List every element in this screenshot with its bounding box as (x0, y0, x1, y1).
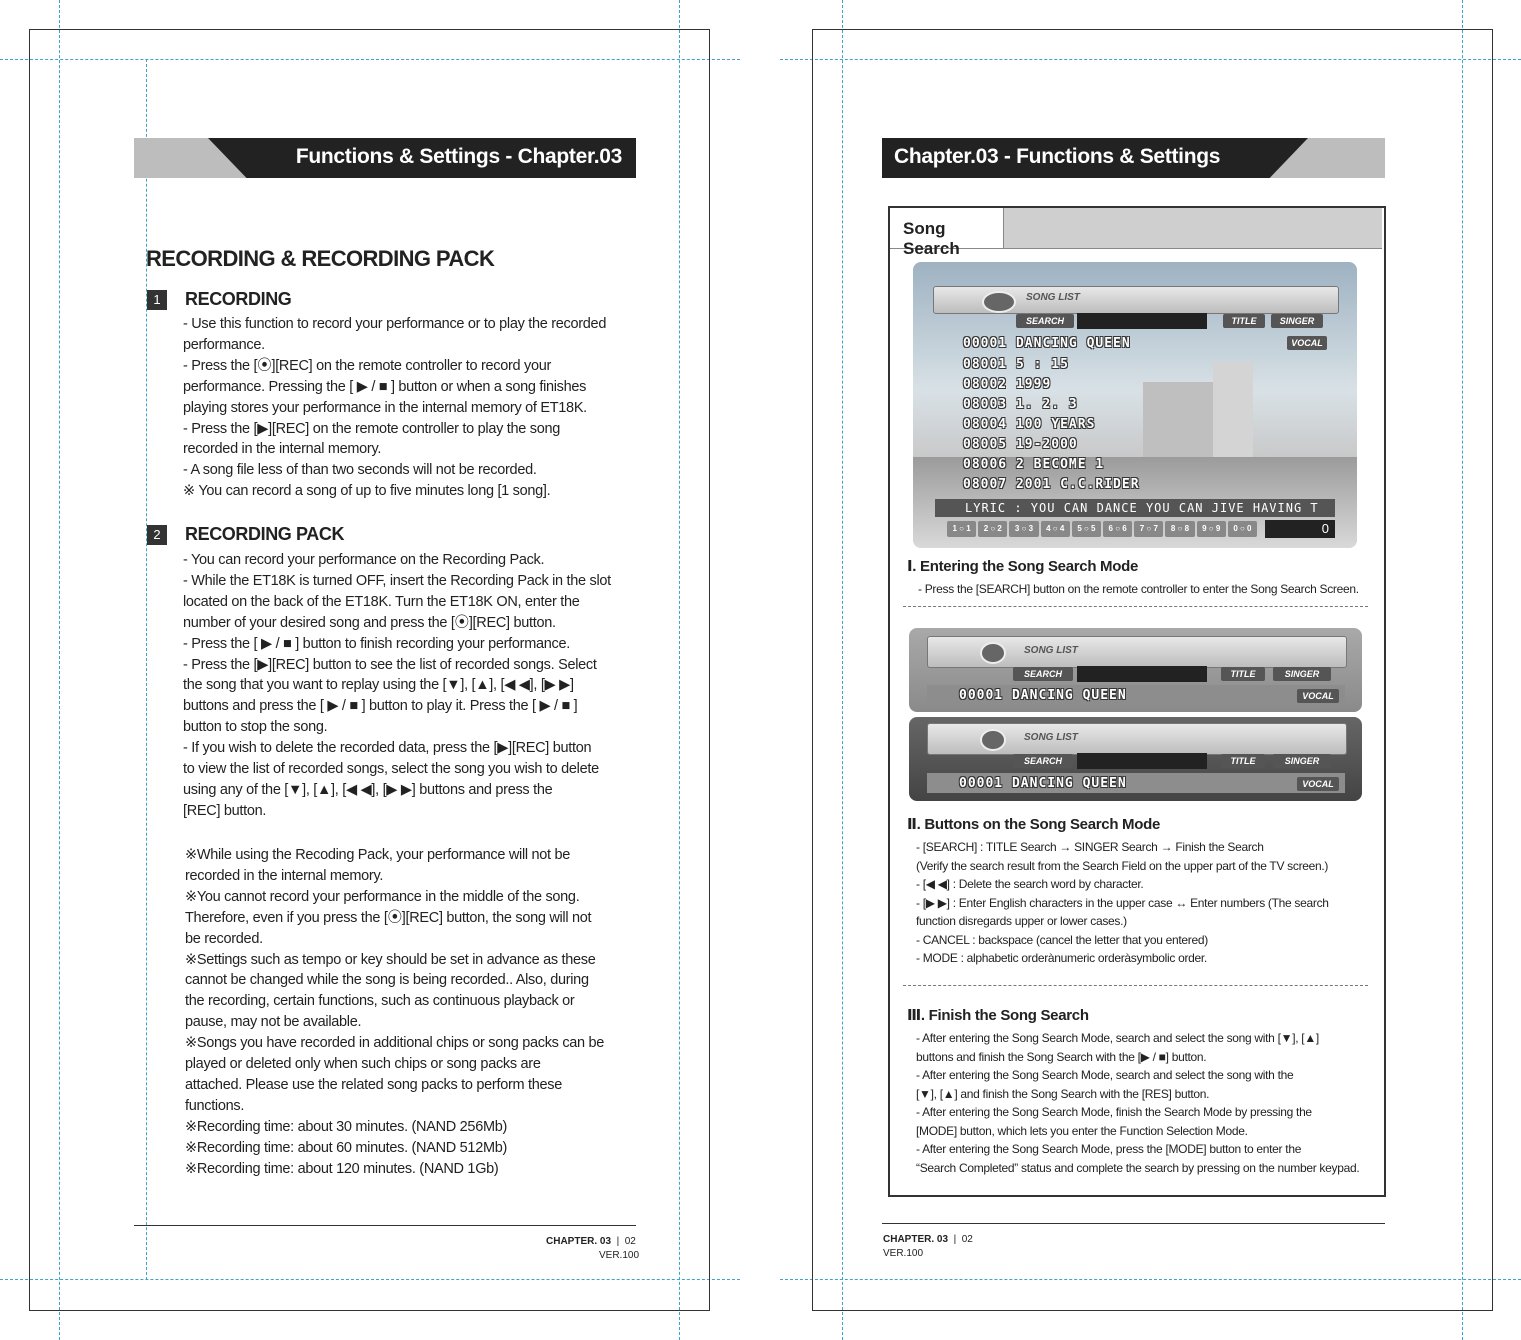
text-line: using any of the [▼], [▲], [◀ ◀], [▶ ▶] buttons and press the (183, 781, 553, 798)
text-line: - Press the [ ▶ / ■ ] button to finish recording your performance. (183, 635, 570, 652)
note-line: recorded in the internal memory. (185, 867, 384, 884)
note-line: ※Songs you have recorded in additional chips or song packs can be (185, 1035, 605, 1052)
text-line: - [SEARCH] : TITLE Search → SINGER Search → Finish the Search (916, 840, 1264, 854)
divider (903, 985, 1368, 986)
song-row: 08007 2001 C.C.RIDER (963, 477, 1140, 492)
disc-icon (982, 291, 1016, 313)
text-line: - After entering the Song Search Mode, search and select the song with [▼], [▲] (916, 1031, 1319, 1045)
text-line: - While the ET18K is turned OFF, insert the Recording Pack in the slot (183, 572, 611, 589)
note-line: played or deleted only when such chips or song packs are (185, 1056, 541, 1073)
text-line: buttons and finish the Song Search with the [▶ / ■] button. (916, 1049, 1207, 1064)
note-line: ※Recording time: about 30 minutes. (NAND 256Mb) (185, 1118, 508, 1135)
section-heading: Ⅲ. Finish the Song Search (907, 1007, 1089, 1024)
note-line: the recording, certain functions, such as continuous playback or (185, 993, 575, 1010)
text-line: buttons and press the [ ▶ / ■ ] button to play it. Press the [ ▶ / ■ ] (183, 698, 578, 715)
section-number-badge: 1 (147, 290, 167, 310)
text-line: recorded in the internal memory. (183, 441, 382, 458)
vocal-button: VOCAL (1297, 777, 1339, 791)
search-screenshot-2 (909, 717, 1362, 801)
text-line: performance. Pressing the [ ▶ / ■ ] button or when a song finishes (183, 378, 587, 395)
tab-song-search: Song Search (890, 208, 1004, 248)
section-heading: RECORDING PACK (185, 524, 345, 544)
key-8: 8 ○ 8 (1165, 521, 1194, 537)
building-shape (1213, 362, 1253, 472)
note-line: ※Recording time: about 120 minutes. (NAND 1Gb) (185, 1160, 499, 1177)
search-label: SEARCH (1016, 314, 1074, 328)
search-screenshot-1 (909, 628, 1362, 712)
section-heading: RECORDING (185, 289, 292, 309)
text-line: button to stop the song. (183, 719, 328, 736)
song-row: 00001 DANCING QUEEN (959, 688, 1127, 703)
footer-rule (134, 1225, 636, 1226)
song-row: 00001 DANCING QUEEN (963, 336, 1131, 351)
divider (903, 606, 1368, 607)
singer-button: SINGER (1273, 667, 1331, 681)
singer-button: SINGER (1273, 754, 1331, 768)
note-line: cannot be changed while the song is being recorded.. Also, during (185, 972, 589, 989)
section-body (916, 1029, 1359, 1177)
text-line: - Press the [SEARCH] button on the remote controller to enter the Song Search Screen. (918, 582, 1359, 596)
chapter-header-title: Chapter.03 - Functions & Settings (894, 145, 1221, 168)
song-row: 08001 5 : 15 (963, 357, 1069, 372)
note-line: functions. (185, 1097, 245, 1114)
section-number-badge: 2 (147, 525, 167, 545)
search-label: SEARCH (1013, 667, 1073, 681)
text-line: (Verify the search result from the Search Field on the upper part of the TV screen.) (916, 858, 1329, 873)
text-line: performance. (183, 336, 265, 353)
text-line: [MODE] button, which lets you enter the Function Selection Mode. (916, 1123, 1248, 1138)
song-row: 08002 1999 (963, 377, 1052, 392)
song-list-title: SONG LIST (1024, 732, 1078, 743)
section-body (183, 550, 611, 822)
section-body (918, 580, 1359, 599)
key-7: 7 ○ 7 (1134, 521, 1163, 537)
chapter-header-title: Functions & Settings - Chapter.03 (295, 145, 622, 168)
number-keypad (947, 521, 1257, 537)
song-list-header (933, 286, 1339, 314)
title-button: TITLE (1223, 314, 1265, 328)
section-body (916, 838, 1329, 968)
text-line: - A song file less of than two seconds will not be recorded. (183, 462, 537, 479)
footer-version: VER.100 (883, 1248, 924, 1259)
search-field (1077, 666, 1207, 682)
footer-chapter: CHAPTER. 03 | 02 (883, 1234, 973, 1245)
key-1: 1 ○ 1 (947, 521, 976, 537)
text-line: [REC] button. (183, 802, 267, 819)
key-9: 9 ○ 9 (1197, 521, 1226, 537)
song-row: 00001 DANCING QUEEN (959, 776, 1127, 791)
text-line: the song that you want to replay using the [▼], [▲], [◀ ◀], [▶ ▶] (183, 677, 574, 694)
vocal-button: VOCAL (1287, 336, 1327, 350)
key-3: 3 ○ 3 (1009, 521, 1038, 537)
search-label: SEARCH (1013, 754, 1073, 768)
search-field (1077, 753, 1207, 769)
song-row: 08003 1. 2. 3 (963, 397, 1078, 412)
text-line: - Use this function to record your performance or to play the recorded (183, 316, 607, 332)
text-line: - After entering the Song Search Mode, search and select the song with the (916, 1068, 1294, 1082)
text-line: - You can record your performance on the Recording Pack. (183, 552, 545, 568)
text-line: - Press the [▶][REC] on the remote controller to play the song (183, 420, 560, 437)
note-line: ※Recording time: about 60 minutes. (NAND 512Mb) (185, 1139, 508, 1156)
note-line: ※Settings such as tempo or key should be set in advance as these (185, 951, 596, 968)
vocal-button: VOCAL (1297, 689, 1339, 703)
key-6: 6 ○ 6 (1103, 521, 1132, 537)
note-line: pause, may not be available. (185, 1014, 362, 1031)
text-line: - Press the [▶][REC] button to see the list of recorded songs. Select (183, 656, 597, 673)
section-body (183, 314, 606, 502)
song-list-header (927, 723, 1347, 755)
title-button: TITLE (1221, 754, 1265, 768)
note-line: attached. Please use the related song packs to perform these (185, 1076, 562, 1093)
key-4: 4 ○ 4 (1041, 521, 1070, 537)
key-0: 0 ○ 0 (1228, 521, 1257, 537)
disc-icon (980, 642, 1006, 664)
title-button: TITLE (1221, 667, 1265, 681)
text-line: [▼], [▲] and finish the Song Search with the [RES] button. (916, 1086, 1210, 1101)
search-field (1077, 313, 1207, 329)
text-line: located on the back of the ET18K. Turn the ET18K ON, enter the (183, 593, 580, 610)
lyric-bar: LYRIC : YOU CAN DANCE YOU CAN JIVE HAVING T (935, 499, 1335, 517)
key-5: 5 ○ 5 (1072, 521, 1101, 537)
footer-rule (882, 1223, 1385, 1224)
counter-display: 0 (1265, 520, 1335, 538)
note-line: Therefore, even if you press the [⦿][REC] button, the song will not (185, 909, 592, 926)
footer-version: VER.100 (599, 1250, 640, 1261)
chapter-header-bar (134, 138, 636, 178)
song-row: 08006 2 BECOME 1 (963, 457, 1105, 472)
text-line: ※ You can record a song of up to five minutes long [1 song]. (183, 483, 551, 500)
text-line: - If you wish to delete the recorded data, press the [▶][REC] button (183, 740, 592, 757)
note-line: ※You cannot record your performance in the middle of the song. (185, 888, 580, 905)
section-heading: Ⅱ. Buttons on the Song Search Mode (907, 816, 1161, 833)
chapter-header-bar (882, 138, 1385, 178)
song-list-header (927, 636, 1347, 668)
text-line: “Search Completed” status and complete the search by pressing on the number keypad. (916, 1160, 1360, 1175)
text-line: number of your desired song and press the [⦿][REC] button. (183, 614, 556, 631)
key-2: 2 ○ 2 (978, 521, 1007, 537)
text-line: - Press the [⦿][REC] on the remote controller to record your (183, 357, 552, 374)
text-line: - CANCEL : backspace (cancel the letter that you entered) (916, 932, 1208, 947)
text-line: - MODE : alphabetic orderànumeric orderàsymbolic order. (916, 951, 1207, 965)
text-line: - After entering the Song Search Mode, finish the Search Mode by pressing the (916, 1105, 1312, 1119)
text-line: to view the list of recorded songs, select the song you wish to delete (183, 761, 599, 778)
note-line: be recorded. (185, 930, 263, 947)
text-line: - [◀ ◀] : Delete the search word by character. (916, 877, 1144, 891)
singer-button: SINGER (1271, 314, 1323, 328)
text-line: playing stores your performance in the internal memory of ET18K. (183, 399, 587, 416)
song-row: 08004 100 YEARS (963, 417, 1096, 432)
disc-icon (980, 729, 1006, 751)
text-line: - After entering the Song Search Mode, press the [MODE] button to enter the (916, 1142, 1302, 1156)
text-line: function disregards upper or lower cases.) (916, 914, 1127, 928)
footer-chapter: CHAPTER. 03 | 02 (546, 1236, 636, 1247)
section-heading: Ⅰ. Entering the Song Search Mode (907, 558, 1139, 575)
page-title: RECORDING & RECORDING PACK (146, 246, 495, 271)
notes-block (185, 845, 604, 1180)
song-list-screenshot (913, 262, 1357, 548)
song-list-title: SONG LIST (1026, 292, 1080, 303)
note-line: ※While using the Recoding Pack, your performance will not be (185, 847, 571, 863)
text-line: - [▶ ▶] : Enter English characters in the upper case ↔ Enter numbers (The search (916, 895, 1329, 910)
song-list-title: SONG LIST (1024, 645, 1078, 656)
song-row: 08005 19-2000 (963, 437, 1078, 452)
